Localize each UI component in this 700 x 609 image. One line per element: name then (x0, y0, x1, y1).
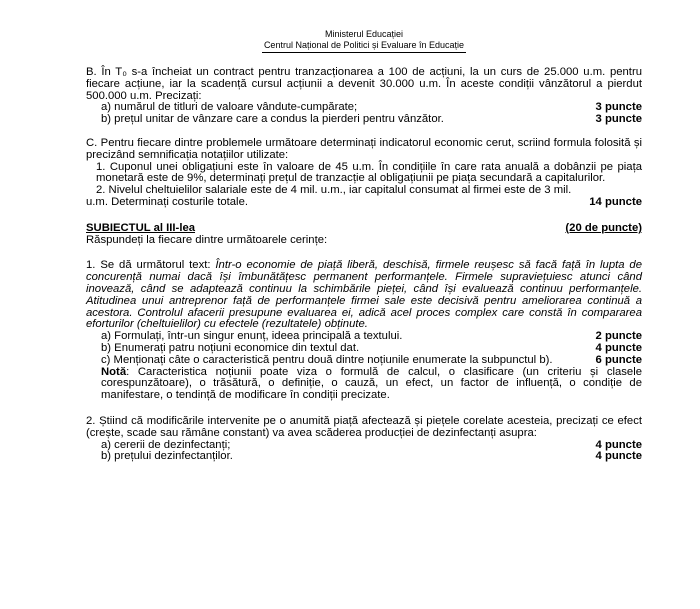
section-b-item-b (86, 114, 642, 126)
section-b-text: B. În T₀ s-a încheiat un contract pentru tranzacționarea a 100 de acțiuni, la un curs de 25.000 u.m. pentru fiecare acțiune, iar la scadență cursul acțiunii a devenit 30.000 u.m. În aceste condiții vânzătorul a pierdut 500.000 u.m. Precizați: (86, 66, 642, 102)
question-2-text: 2. Știind că modificările intervenite pe o anumită piață afectează și piețele corelate acesteia, precizați ce efect (crește, scade sau rămâne constant) va avea scăderea producției de dezinfectanți asupra: (86, 414, 642, 439)
section-b (86, 67, 642, 126)
subject-3-points: (20 de puncte) (565, 221, 642, 234)
item-label: b) Enumerați patru noțiuni economice din textul dat. (101, 341, 360, 354)
item-label: b) prețului dezinfectanților. (101, 450, 233, 463)
question-2-item-b (86, 451, 642, 463)
item-points: 4 puncte (595, 438, 642, 451)
subject-3-heading (86, 223, 642, 235)
question-1 (86, 260, 642, 402)
question-1-note (86, 367, 642, 402)
subject-3-title: SUBIECTUL al III-lea (86, 221, 196, 234)
note-label: Notă (101, 365, 127, 378)
item-points: 3 puncte (595, 101, 642, 114)
item-points: 3 puncte (595, 113, 642, 126)
section-c-item-2-line1: 2. Nivelul cheltuielilor salariale este de 4 mil. u.m., iar capitalul consumat al firmei este de 3 mil. (96, 184, 572, 197)
section-c-points: 14 puncte (589, 195, 642, 208)
item-label: b) prețul unitar de vânzare care a condus la pierderi pentru vânzător. (101, 113, 444, 126)
note-text: : Caracteristica noțiunii poate viza o formulă de calcul, o clasificare (un criteriu și clasele corespunzătoare), o trăsătură, o definiție, o cauză, un efect, un factor de influență, o condiție de manifestare, o tendință de modificare în condiții precizate. (101, 365, 642, 402)
item-label: a) numărul de titluri de valoare vândute-cumpărate; (101, 101, 358, 114)
question-1-item-b (86, 343, 642, 355)
section-c (86, 138, 642, 209)
page-header (86, 0, 642, 53)
item-points: 2 puncte (595, 330, 642, 343)
item-points: 4 puncte (595, 341, 642, 354)
question-1-prefix: 1. Se dă următorul text: (86, 259, 216, 272)
item-label: a) cererii de dezinfectanți; (101, 438, 231, 451)
item-points: 6 puncte (595, 353, 642, 366)
item-points: 4 puncte (595, 450, 642, 463)
item-label: u.m. Determinați costurile totale. (86, 195, 248, 208)
item-label: a) Formulați, într-un singur enunț, ideea principală a textului. (101, 330, 403, 343)
ministry-name: Ministerul Educației (324, 29, 404, 39)
subject-3-instruction: Răspundeți la fiecare dintre următoarele cerințe: (86, 233, 328, 246)
question-2 (86, 416, 642, 463)
section-c-intro: C. Pentru fiecare dintre problemele următoare determinați indicatorul economic cerut, scriind formula folosită și precizând semnificația notațiilor utilizate: (86, 136, 642, 161)
section-c-item-2-line2 (86, 197, 642, 209)
section-c-item-1: 1. Cuponul unei obligațiuni este în valoare de 45 u.m. În condițiile în care rata anuală a dobânzii pe piața monetară este de 9%, determinați prețul de tranzacție al obligațiunii pe piața secundară a capitalurilor. (96, 160, 642, 185)
question-1-quote: Într-o economie de piață liberă, deschisă, firmele reușesc să facă față în lupta de concurență numai dacă își îmbunătățesc permanent performanțele. Firmele supraviețuiesc atunci când inovează, când se adaptează continuu la schimbările pieței, când își evaluează continuu performanțele. Atitudinea unui antreprenor față de performanțele firmei sale este decisivă pentru ameliorarea continuă a acestora. Controlul afacerii presupune evaluarea ei, adică acel proces complex care constă în compararea eforturilor (cheltuielilor) cu efectele (rezultatele) obținute. (86, 259, 642, 331)
item-label: c) Menționați câte o caracteristică pentru două dintre noțiunile enumerate la subpunctul b). (101, 353, 553, 366)
center-name: Centrul Național de Politici și Evaluare în Educație (262, 40, 466, 53)
question-1-text (86, 260, 642, 331)
document-page (86, 0, 642, 463)
